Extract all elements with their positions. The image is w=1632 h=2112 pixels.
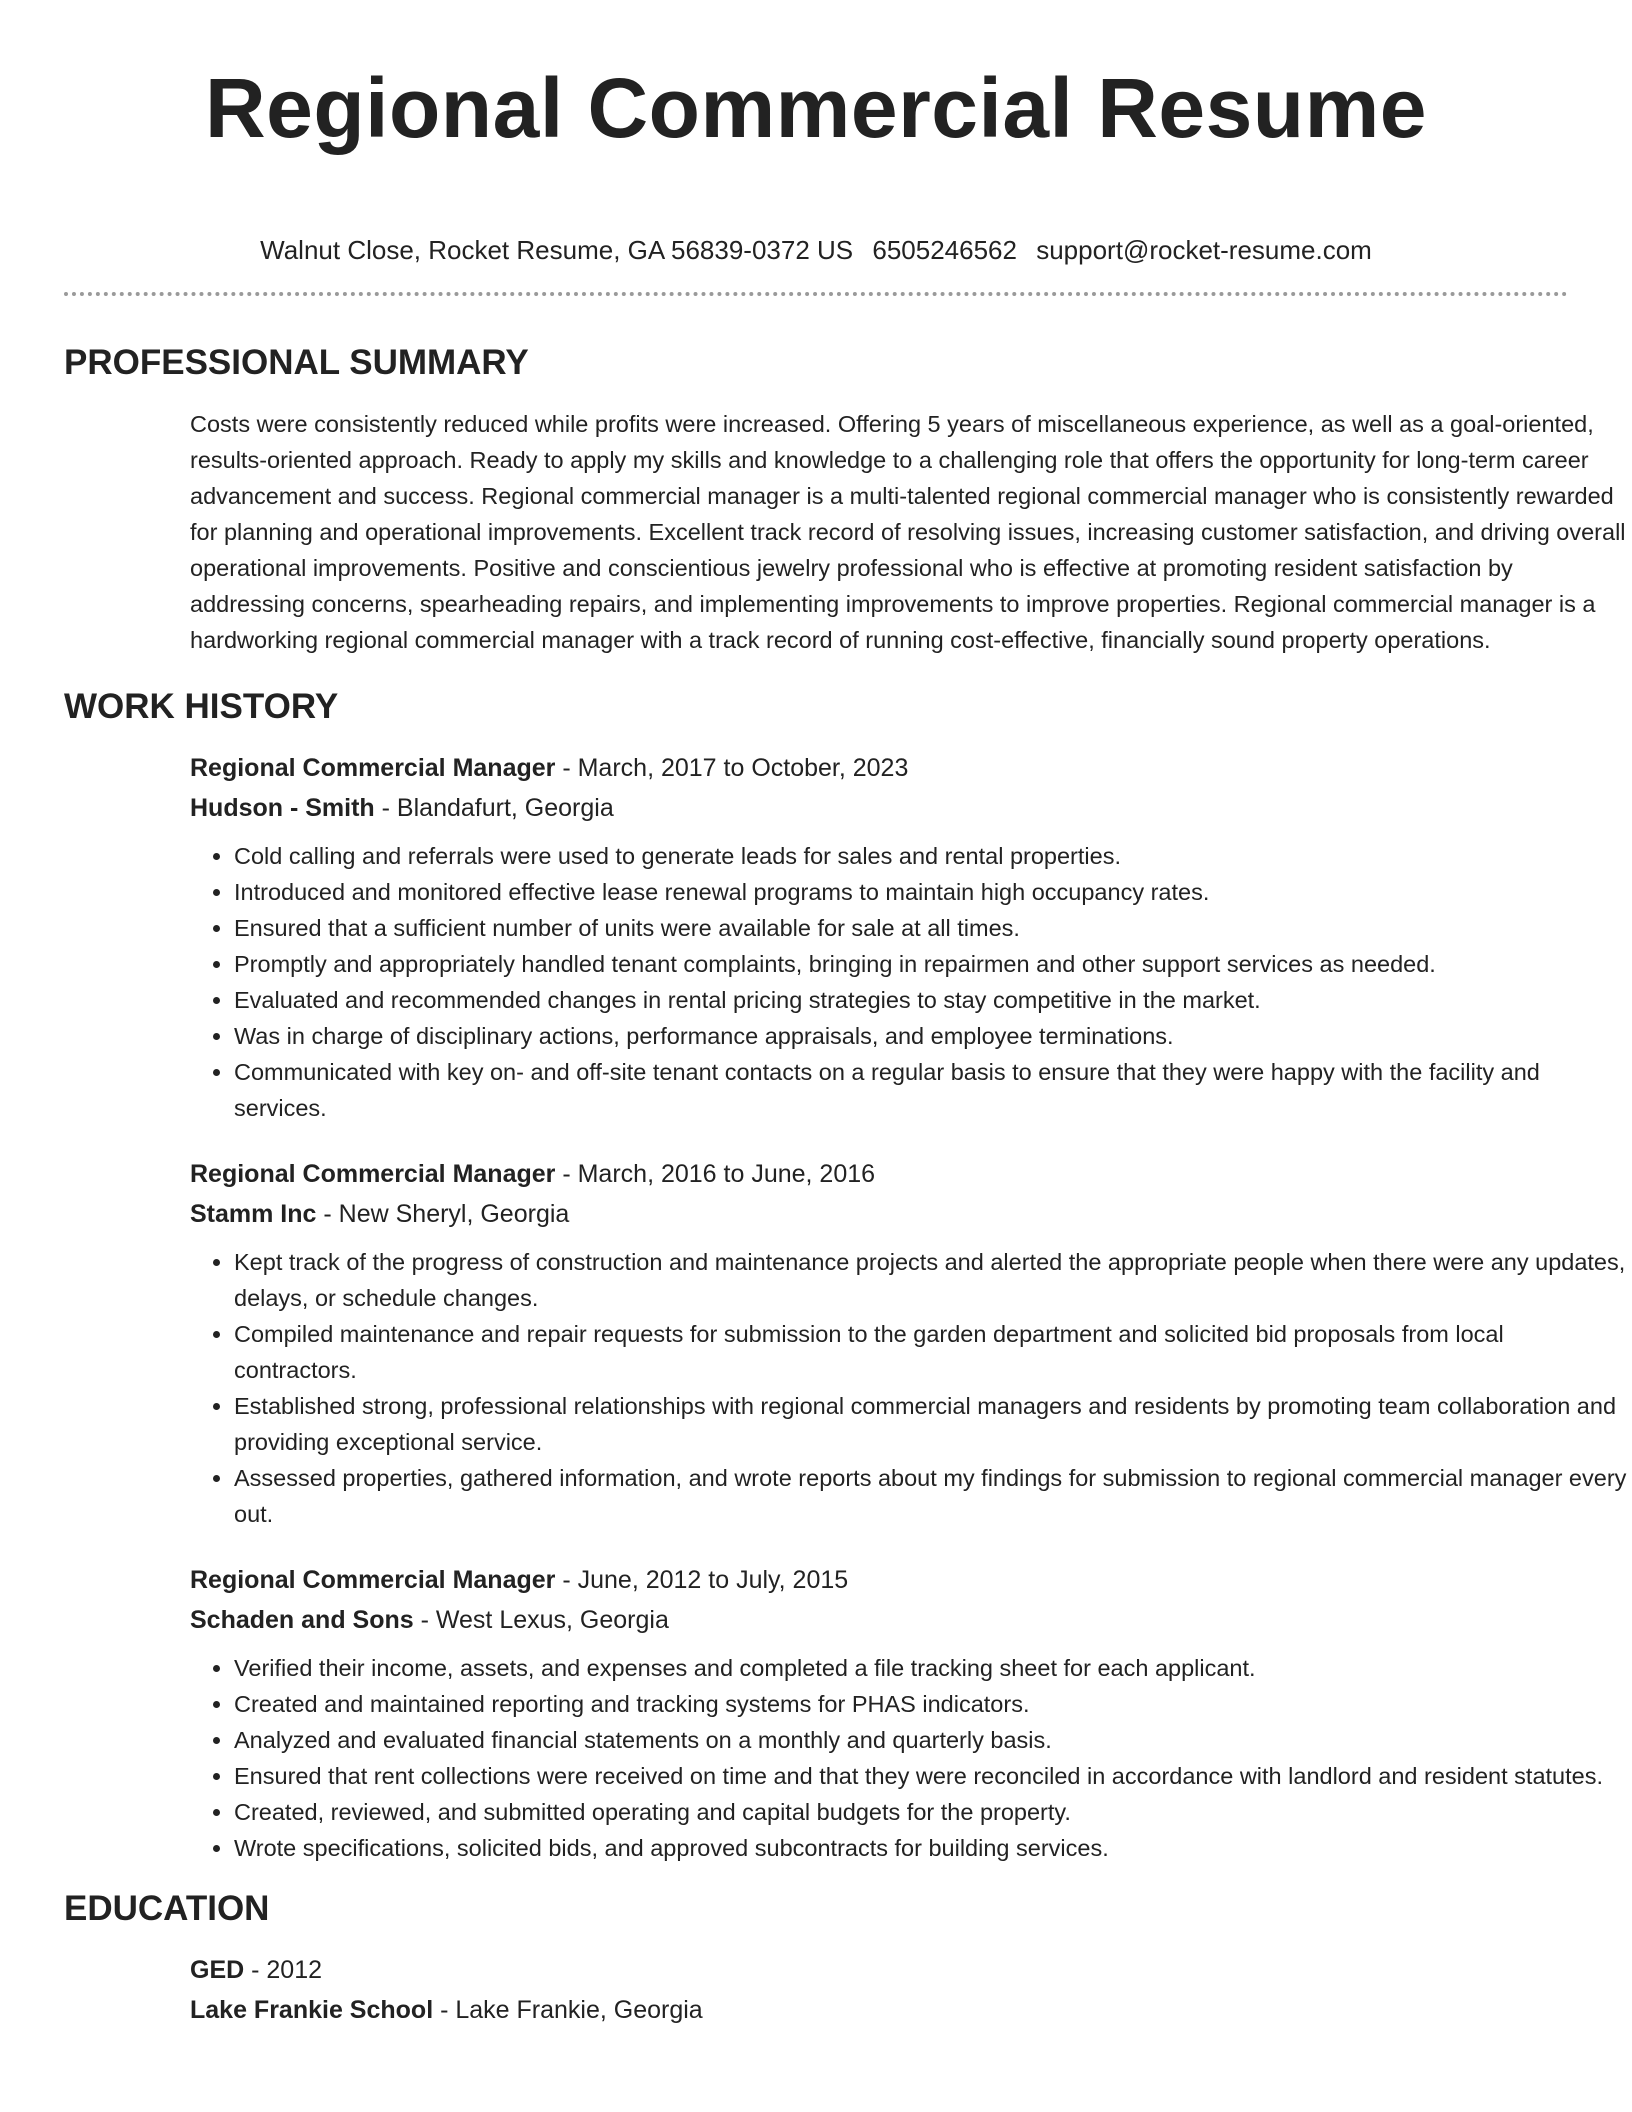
job-dates: - March, 2016 to June, 2016 [555,1160,876,1188]
job-company-line [190,1600,1568,1640]
job-bullets [190,838,1630,1126]
job-bullet: • Compiled maintenance and repair requests for submission to the garden department and solicited bid proposals from local contractors. [234,1316,1630,1388]
job-location: - Blandafurt, Georgia [374,794,614,822]
job-dates: - March, 2017 to October, 2023 [555,754,909,782]
job-bullet: • Created and maintained reporting and tracking systems for PHAS indicators. [234,1686,1630,1722]
job-role: Regional Commercial Manager [190,754,556,782]
education-year: - 2012 [244,1956,323,1984]
contact-address: Walnut Close, Rocket Resume, GA 56839-0372 US [260,235,854,265]
job-entry [190,1560,1603,1866]
education-section [64,1950,1568,2030]
job-role: Regional Commercial Manager [190,1160,556,1188]
job-title-line [190,1154,1568,1194]
job-bullet: • Assessed properties, gathered information, and wrote reports about my findings for submission to regional commercial manager every out. [234,1460,1630,1532]
education-location: - Lake Frankie, Georgia [433,1996,703,2024]
contact-email: support@rocket-resume.com [1036,235,1372,265]
job-title-line [190,1560,1568,1600]
job-bullet: • Was in charge of disciplinary actions, performance appraisals, and employee terminations. [234,1018,1630,1054]
education-degree-line [190,1950,1568,1990]
education-school-line [190,1990,1568,2030]
job-role: Regional Commercial Manager [190,1566,556,1594]
job-company: Hudson - Smith [190,794,375,822]
job-bullet: • Ensured that rent collections were received on time and that they were reconciled in accordance with landlord and resident statutes. [234,1758,1630,1794]
job-bullet: • Kept track of the progress of construction and maintenance projects and alerted the appropriate people when there were any updates, delays, or schedule changes. [234,1244,1630,1316]
work-history-section [64,748,1627,1866]
job-company: Schaden and Sons [190,1606,414,1634]
job-title-line [190,748,1568,788]
job-bullet: • Created, reviewed, and submitted operating and capital budgets for the property. [234,1794,1630,1830]
job-bullet: • Wrote specifications, solicited bids, and approved subcontracts for building services. [234,1830,1630,1866]
job-entry [190,748,1568,1126]
job-bullet: • Promptly and appropriately handled tenant complaints, bringing in repairmen and other support services as needed. [234,946,1630,982]
header-divider [64,292,1568,296]
job-bullet: • Established strong, professional relationships with regional commercial managers and residents by promoting team collaboration and providing exceptional service. [234,1388,1630,1460]
resume-name: Regional Commercial Resume [204,61,1428,155]
contact-line [64,234,1568,266]
summary-heading: PROFESSIONAL SUMMARY [64,343,529,382]
job-dates: - June, 2012 to July, 2015 [555,1566,849,1594]
education-degree: GED [190,1956,245,1984]
summary-text: Costs were consistently reduced while profits were increased. Offering 5 years of miscellaneous experience, as well as a goal-oriented, results-oriented approach. Ready to apply my skills and knowledge to a challenging role that offers the opportunity for long-term career advancement and success. Regional commercial manager is a multi-talented regional commercial manager who is consistently rewarded for planning and operational improvements. Excellent track record of resolving issues, increasing customer satisfaction, and driving overall operational improvements. Positive and conscientious jewelry professional who is effective at promoting resident satisfaction by addressing concerns, spearheading repairs, and implementing improvements to improve properties. Regional commercial manager is a hardworking regional commercial manager with a track record of running cost-effective, financially sound property operations. [190,411,1626,653]
job-company-line [190,788,1568,828]
summary-section [64,406,1626,658]
job-bullets [190,1244,1630,1532]
job-entry [190,1154,1627,1532]
job-company-line [190,1194,1568,1234]
job-bullet: • Cold calling and referrals were used to generate leads for sales and rental properties. [234,838,1630,874]
job-bullet: • Analyzed and evaluated financial statements on a monthly and quarterly basis. [234,1722,1630,1758]
job-location: - New Sheryl, Georgia [316,1200,570,1228]
education-heading: EDUCATION [64,1889,270,1928]
job-bullet: • Verified their income, assets, and expenses and completed a file tracking sheet for each applicant. [234,1650,1630,1686]
job-bullet: • Communicated with key on- and off-site tenant contacts on a regular basis to ensure that they were happy with the facility and services. [234,1054,1630,1126]
education-school: Lake Frankie School [190,1996,434,2024]
job-bullet: • Evaluated and recommended changes in rental pricing strategies to stay competitive in the market. [234,982,1630,1018]
job-bullet: • Ensured that a sufficient number of units were available for sale at all times. [234,910,1630,946]
job-location: - West Lexus, Georgia [413,1606,669,1634]
contact-phone: 6505246562 [872,235,1017,265]
job-bullets [190,1650,1630,1866]
job-bullet: • Introduced and monitored effective lease renewal programs to maintain high occupancy rates. [234,874,1630,910]
work-history-heading: WORK HISTORY [64,687,339,726]
job-company: Stamm Inc [190,1200,317,1228]
